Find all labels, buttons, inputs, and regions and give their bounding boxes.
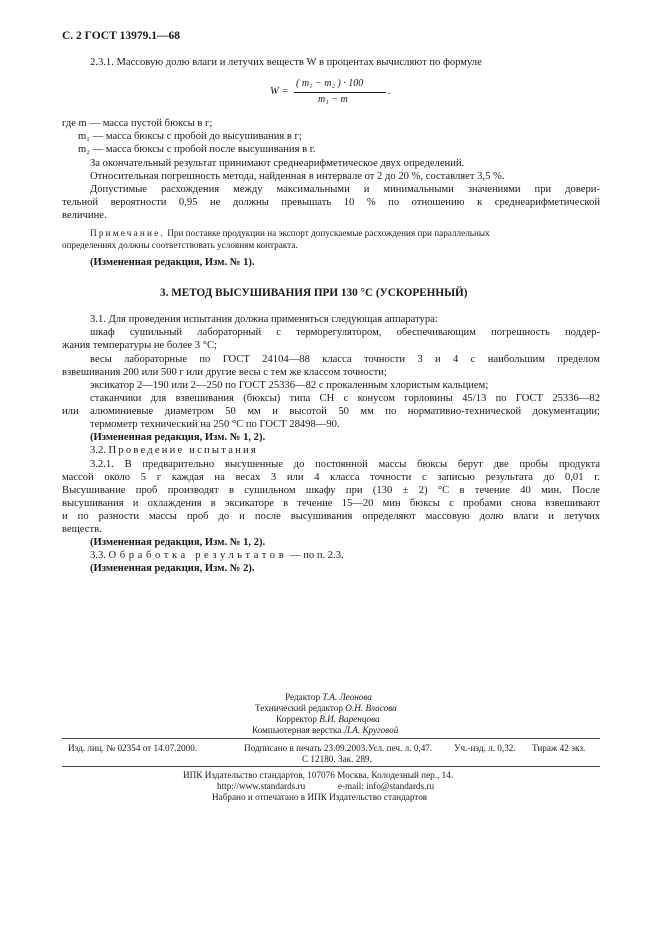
scales-line-1: весы лабораторные по ГОСТ 24104—88 класса точности 3 и 4 с наибольшим пределом [90, 354, 600, 365]
layout-name: Л.А. Круговой [343, 725, 399, 735]
tolerance-line-1: Допустимые расхождения между максимальными и минимальными значениями при довери- [90, 184, 600, 195]
formula-moisture [272, 78, 392, 110]
thermometer-line: термометр технический на 250 °С по ГОСТ 28498—90. [90, 419, 340, 430]
paragraph-2-3-1: 2.3.1. Массовую долю влаги и летучих веществ W в процентах вычисляют по формуле [90, 57, 482, 68]
paragraph-3-3 [90, 549, 344, 562]
p321-line-6: веществ. [62, 524, 102, 535]
revision-note-2: (Измененная редакция, Изм. № 1). [90, 257, 255, 268]
where-m1: m₁ — масса бюксы с пробой до высушивания в г; [78, 131, 302, 142]
tolerance-line-2: тельной вероятности 0,95 не должны превышать 10 % по отношению к среднеарифметической [62, 197, 600, 208]
error-text: Относительная погрешность метода, найденная в интервале от 2 до 20 %, составляет 3,5 %. [90, 171, 505, 182]
cups-line-2: или алюминиевые диаметром 50 мм и высотой 50 мм по нормативно-технической документации; [62, 406, 600, 417]
editor-name: Т.А. Леонова [322, 692, 372, 702]
tech-editor-label: Технический редактор [255, 703, 343, 713]
fraction-bar [294, 92, 386, 93]
license: Изд. лиц. № 02354 от 14.07.2000. [68, 743, 198, 753]
email-link[interactable]: e-mail: info@standards.ru [337, 781, 435, 791]
page-header: С. 2 ГОСТ 13979.1—68 [62, 30, 181, 42]
corrector-name: В.И. Варенцова [319, 714, 380, 724]
note-line-2: определениях должны соответствовать условиям контракта. [62, 240, 298, 250]
paragraph-3-2 [90, 444, 258, 457]
desiccator-line: эксикатор 2—190 или 2—250 по ГОСТ 25336—82 с прокаленным хлористым кальцием; [90, 380, 489, 391]
pub-sheets: Уч.-изд. л. 0,32. [454, 743, 516, 753]
revision-note-3-2: (Измененная редакция, Изм. № 1, 2). [90, 537, 266, 548]
formula-lhs: W = [270, 86, 289, 97]
p321-line-3: Высушивание проб производят в сушильном шкафу при (130 ± 2) °С в течение 40 мин. После [62, 485, 600, 496]
imprint-editor [285, 692, 372, 703]
imprint-order: С 12180. Зак. 289. [302, 754, 372, 764]
revision-note-3-1: (Измененная редакция, Изм. № 1, 2). [90, 432, 266, 443]
formula-denominator: m₁ − m [318, 94, 348, 105]
paragraph-3-3-number: 3.3. [90, 550, 106, 561]
note-line-1 [90, 228, 490, 239]
formula-end: . [388, 86, 391, 97]
print-sheets: Усл. печ. л. 0,47. [368, 743, 433, 753]
layout-label: Компьютерная верстка [252, 725, 342, 735]
paragraph-3-3-tail: — по п. 2.3. [289, 550, 344, 561]
cabinet-line-2: жания температуры не более 3 °С; [62, 340, 217, 351]
editor-label: Редактор [285, 692, 321, 702]
revision-note-3-3: (Измененная редакция, Изм. № 2). [90, 563, 255, 574]
paragraph-3-2-title: Проведение испытания [108, 445, 258, 456]
note-text-1: При поставке продукции на экспорт допускаемые расхождения при параллельных [167, 228, 490, 238]
where-m2: m₂ — масса бюксы с пробой после высушивания в г. [78, 144, 316, 155]
result-text: За окончательный результат принимают среднеарифметическое двух определений. [90, 158, 465, 169]
paragraph-3-3-title: Обработка результатов [108, 550, 288, 561]
paragraph-3-2-number: 3.2. [90, 445, 106, 456]
corrector-label: Корректор [276, 714, 317, 724]
imprint-divider-top [62, 738, 600, 739]
p321-line-2: массой около 5 г каждая на весах 3 или 4 класса точности с записью результата до 0,01 г. [62, 472, 600, 483]
circulation: Тираж 42 экз. [532, 743, 586, 753]
tolerance-line-3: величине. [62, 210, 107, 221]
p321-line-5: и по разности массы проб до и после высушивания определяют массовую долю влаги и летучих [62, 511, 600, 522]
imprint-printed: Набрано и отпечатано в ИПК Издательство стандартов [212, 792, 428, 802]
website-link[interactable]: http://www.standards.ru [217, 781, 306, 791]
section-3-title: 3. МЕТОД ВЫСУШИВАНИЯ ПРИ 130 °С (УСКОРЕННЫЙ) [160, 287, 468, 299]
p321-line-4: высушивания и охлаждения в эксикаторе в течение 15—20 мин бюксы с пробами снова взвешивают [62, 498, 600, 509]
imprint-tech-editor [255, 703, 397, 714]
tech-editor-name: О.Н. Власова [345, 703, 397, 713]
cups-line-1: стаканчики для взвешивания (бюксы) типа СН с конусом горловины 45/13 по ГОСТ 25336—82 [90, 393, 600, 404]
paragraph-3-1: 3.1. Для проведения испытания должна применяться следующая аппаратура: [90, 314, 438, 325]
imprint-publisher: ИПК Издательство стандартов, 107076 Москва, Колодезный пер., 14. [183, 770, 454, 780]
imprint-divider-bottom [62, 766, 600, 767]
note-label: Примечание. [90, 228, 165, 238]
where-m: где m — масса пустой бюксы в г; [62, 118, 213, 129]
p321-line-1: 3.2.1. В предварительно высушенные до постоянной массы бюксы берут две пробы продукта [90, 459, 600, 470]
signed-date: Подписано в печать 23.09.2003. [244, 743, 368, 753]
imprint-corrector [276, 714, 380, 725]
imprint-layout [252, 725, 398, 736]
scales-line-2: взвешивания 200 или 500 г или другие весы с тем же классом точности; [62, 367, 387, 378]
imprint-contacts [217, 781, 434, 792]
cabinet-line-1: шкаф сушильный лабораторный с терморегулятором, обеспечивающим погрешность поддер- [90, 327, 600, 338]
formula-numerator: ( m₁ − m₂ ) · 100 [296, 78, 364, 89]
